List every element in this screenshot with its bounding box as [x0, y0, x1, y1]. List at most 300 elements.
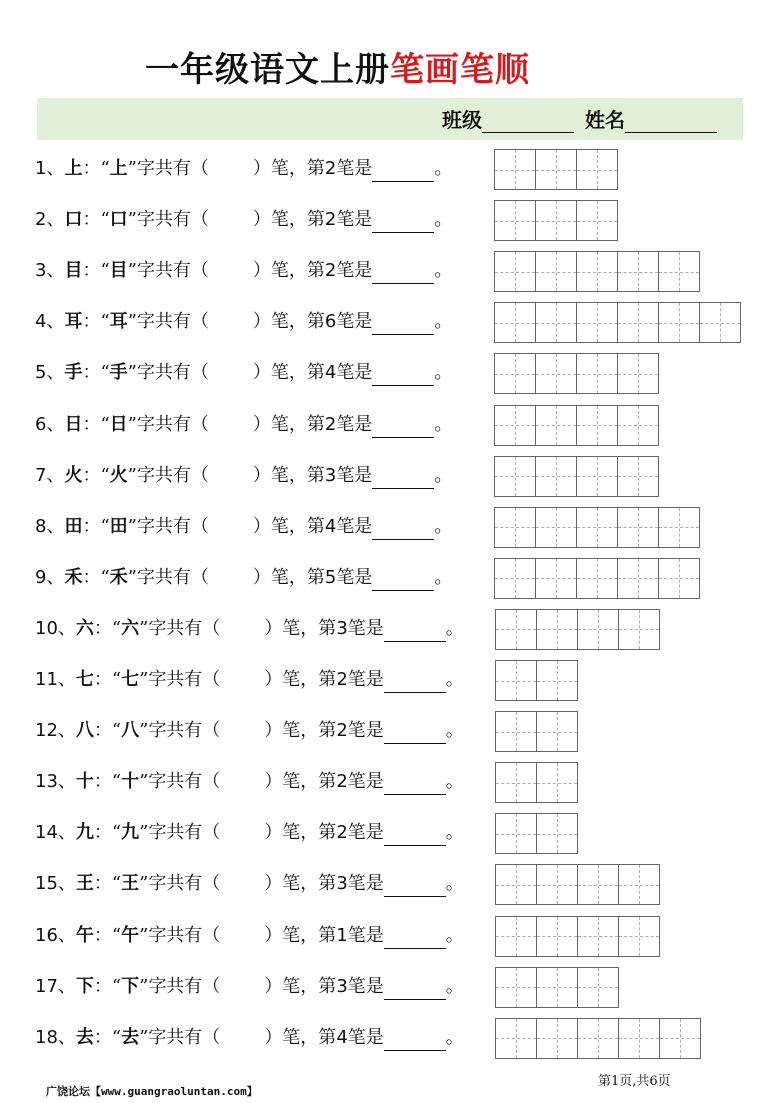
question-row: [0, 761, 780, 803]
stroke-tail: 笔是: [336, 311, 373, 333]
footer-source: 广饶论坛【www.guangraoluntan.com】: [46, 1085, 258, 1098]
question-text: [35, 506, 452, 548]
question-number: 9: [35, 566, 47, 588]
quoted-char: 手: [109, 362, 128, 384]
writing-grid: [494, 302, 741, 343]
number-separator: 、: [57, 822, 76, 844]
number-separator: 、: [57, 1026, 76, 1048]
stroke-order-prompt: ）笔，第: [264, 617, 337, 639]
stroke-tail: 笔是: [347, 720, 384, 742]
sentence-end: 。: [445, 873, 464, 895]
stroke-index: 4: [336, 1026, 348, 1048]
tianzige-cell[interactable]: [618, 456, 659, 497]
tianzige-cell[interactable]: [495, 405, 536, 446]
stroke-tail: 笔是: [336, 158, 373, 179]
writing-grid: [495, 660, 578, 701]
colon: ：: [93, 771, 112, 793]
stroke-index: 2: [336, 822, 348, 844]
sentence-end: 。: [445, 771, 464, 793]
tianzige-cell[interactable]: [537, 711, 578, 752]
open-quote: “: [111, 873, 122, 895]
stroke-tail: 笔是: [336, 464, 373, 486]
question-row: [0, 506, 780, 548]
quoted-char: 八: [121, 720, 140, 742]
sentence-end: 。: [445, 720, 464, 742]
stroke-count-prompt: 字共有（: [148, 720, 221, 742]
sentence-end: 。: [434, 515, 453, 537]
question-row: [0, 812, 780, 854]
question-char: 去: [75, 1026, 94, 1048]
question-text: [35, 966, 464, 1008]
tianzige-cell[interactable]: [578, 967, 619, 1008]
stroke-index: 2: [324, 260, 337, 282]
tianzige-cell[interactable]: [537, 864, 578, 905]
writing-grid: [494, 200, 618, 241]
question-number: 4: [35, 311, 47, 333]
stroke-index: 2: [324, 158, 337, 179]
writing-grid: [494, 149, 618, 190]
close-quote: ”: [139, 669, 149, 690]
tianzige-cell[interactable]: [577, 302, 618, 343]
tianzige-cell[interactable]: [577, 353, 618, 394]
question-text: [35, 1017, 464, 1059]
tianzige-cell[interactable]: [496, 711, 537, 752]
open-quote: “: [111, 617, 122, 639]
stroke-answer-blank[interactable]: [384, 971, 446, 1000]
stroke-answer-blank[interactable]: [384, 868, 446, 897]
close-quote: ”: [127, 311, 137, 333]
writing-grid: [494, 507, 700, 548]
stroke-answer-blank[interactable]: [372, 511, 434, 540]
question-text: [35, 557, 452, 599]
sentence-end: 。: [434, 566, 453, 588]
number-separator: 、: [46, 464, 65, 486]
quoted-char: 禾: [109, 566, 128, 588]
question-number: 7: [35, 464, 47, 486]
question-text: [35, 608, 464, 650]
question-char: 火: [64, 464, 83, 486]
question-char: 口: [64, 209, 83, 231]
question-row: [0, 966, 780, 1008]
open-quote: “: [111, 720, 122, 742]
tianzige-cell[interactable]: [536, 251, 577, 292]
stroke-order-prompt: ）笔，第: [252, 515, 325, 537]
colon: ：: [93, 975, 112, 997]
close-quote: ”: [139, 617, 149, 639]
stroke-answer-blank[interactable]: [372, 204, 434, 233]
stroke-answer-blank[interactable]: [384, 613, 446, 642]
close-quote: ”: [139, 975, 149, 997]
name-field[interactable]: [625, 110, 717, 133]
question-number: 17: [35, 975, 58, 997]
tianzige-cell[interactable]: [537, 660, 578, 701]
question-number: 13: [35, 771, 58, 793]
stroke-tail: 笔是: [336, 566, 373, 588]
tianzige-cell[interactable]: [578, 609, 619, 650]
question-row: [0, 1017, 780, 1059]
tianzige-cell[interactable]: [618, 353, 659, 394]
stroke-count-prompt: 字共有（: [136, 413, 209, 435]
tianzige-cell[interactable]: [659, 558, 700, 599]
open-quote: “: [100, 209, 110, 231]
sentence-end: 。: [445, 924, 464, 946]
stroke-answer-blank[interactable]: [384, 1022, 446, 1051]
question-char: 禾: [64, 566, 83, 588]
tianzige-cell[interactable]: [619, 1018, 660, 1059]
stroke-count-prompt: 字共有（: [136, 260, 209, 282]
title-main: 一年级语文上册: [145, 50, 390, 90]
writing-grid: [494, 456, 659, 497]
colon: ：: [93, 1026, 112, 1048]
stroke-count-prompt: 字共有（: [136, 158, 209, 179]
tianzige-cell[interactable]: [618, 558, 659, 599]
tianzige-cell[interactable]: [577, 251, 618, 292]
name-label: 姓名: [585, 108, 625, 132]
tianzige-cell[interactable]: [577, 405, 618, 446]
stroke-answer-blank[interactable]: [372, 306, 434, 335]
number-separator: 、: [46, 566, 65, 588]
close-quote: ”: [139, 720, 149, 742]
number-separator: 、: [57, 924, 76, 946]
stroke-index: 2: [324, 209, 337, 231]
colon: ：: [82, 260, 101, 282]
open-quote: “: [100, 311, 110, 333]
tianzige-cell[interactable]: [536, 200, 577, 241]
open-quote: “: [111, 771, 122, 793]
tianzige-cell[interactable]: [496, 967, 537, 1008]
stroke-tail: 笔是: [336, 515, 373, 537]
writing-grid: [495, 609, 660, 650]
sentence-end: 。: [434, 311, 453, 333]
stroke-answer-blank[interactable]: [372, 562, 434, 591]
tianzige-cell[interactable]: [496, 762, 537, 803]
writing-grid: [494, 251, 700, 292]
open-quote: “: [111, 669, 122, 690]
number-separator: 、: [46, 311, 65, 333]
number-separator: 、: [46, 413, 65, 435]
stroke-count-prompt: 字共有（: [148, 873, 221, 895]
question-number: 5: [35, 362, 47, 384]
stroke-order-prompt: ）笔，第: [264, 822, 337, 844]
close-quote: ”: [139, 1026, 149, 1048]
page-title: [145, 42, 530, 91]
stroke-tail: 笔是: [347, 617, 384, 639]
tianzige-cell[interactable]: [660, 1018, 701, 1059]
question-number: 18: [35, 1026, 58, 1048]
question-number: 2: [35, 209, 47, 231]
tianzige-cell[interactable]: [536, 405, 577, 446]
stroke-answer-blank[interactable]: [384, 817, 446, 846]
question-number: 8: [35, 515, 47, 537]
stroke-tail: 笔是: [336, 209, 373, 231]
question-char: 王: [75, 873, 94, 895]
tianzige-cell[interactable]: [496, 864, 537, 905]
colon: ：: [82, 413, 101, 435]
number-separator: 、: [57, 975, 76, 997]
open-quote: “: [100, 515, 110, 537]
question-number: 12: [35, 720, 58, 742]
stroke-answer-blank[interactable]: [384, 715, 446, 744]
question-text: [35, 812, 464, 854]
close-quote: ”: [139, 924, 149, 946]
stroke-index: 3: [336, 975, 348, 997]
writing-grid: [495, 762, 578, 803]
close-quote: ”: [127, 362, 137, 384]
tianzige-cell[interactable]: [619, 916, 660, 957]
tianzige-cell[interactable]: [496, 813, 537, 854]
sentence-end: 。: [434, 464, 453, 486]
stroke-index: 2: [336, 771, 348, 793]
tianzige-cell[interactable]: [659, 507, 700, 548]
question-char: 耳: [64, 311, 83, 333]
stroke-answer-blank[interactable]: [384, 766, 446, 795]
colon: ：: [82, 311, 101, 333]
number-separator: 、: [57, 617, 76, 639]
tianzige-cell[interactable]: [536, 558, 577, 599]
stroke-count-prompt: 字共有（: [148, 617, 221, 639]
stroke-count-prompt: 字共有（: [148, 822, 221, 844]
stroke-count-prompt: 字共有（: [148, 975, 221, 997]
tianzige-cell[interactable]: [619, 864, 660, 905]
stroke-index: 4: [324, 362, 337, 384]
tianzige-cell[interactable]: [618, 302, 659, 343]
close-quote: ”: [127, 413, 137, 435]
tianzige-cell[interactable]: [577, 558, 618, 599]
open-quote: “: [111, 1026, 122, 1048]
question-char: 九: [75, 822, 94, 844]
stroke-index: 1: [336, 924, 348, 946]
question-char: 七: [75, 669, 94, 690]
question-number: 15: [35, 873, 58, 895]
colon: ：: [82, 464, 101, 486]
tianzige-cell[interactable]: [577, 200, 618, 241]
question-row: [0, 455, 780, 497]
stroke-tail: 笔是: [336, 260, 373, 282]
student-info-bar: [37, 98, 743, 140]
stroke-answer-blank[interactable]: [372, 255, 434, 284]
question-row: [0, 404, 780, 446]
question-text: [35, 915, 464, 957]
tianzige-cell[interactable]: [659, 251, 700, 292]
tianzige-cell[interactable]: [618, 507, 659, 548]
writing-grid: [494, 558, 700, 599]
colon: ：: [82, 362, 101, 384]
stroke-answer-blank[interactable]: [384, 920, 446, 949]
tianzige-cell[interactable]: [496, 609, 537, 650]
tianzige-cell[interactable]: [496, 660, 537, 701]
tianzige-cell[interactable]: [537, 1018, 578, 1059]
question-char: 上: [64, 158, 83, 179]
question-number: 1: [35, 158, 47, 179]
colon: ：: [93, 822, 112, 844]
stroke-index: 2: [336, 720, 348, 742]
stroke-index: 3: [324, 464, 337, 486]
stroke-tail: 笔是: [347, 873, 384, 895]
question-text: [35, 250, 452, 292]
colon: ：: [82, 209, 101, 231]
tianzige-cell[interactable]: [495, 149, 536, 190]
stroke-answer-blank[interactable]: [372, 460, 434, 489]
close-quote: ”: [139, 873, 149, 895]
writing-grid: [495, 711, 578, 752]
number-separator: 、: [57, 771, 76, 793]
tianzige-cell[interactable]: [536, 353, 577, 394]
stroke-index: 2: [336, 669, 348, 690]
stroke-count-prompt: 字共有（: [136, 311, 209, 333]
question-char: 日: [64, 413, 83, 435]
stroke-tail: 笔是: [347, 924, 384, 946]
stroke-answer-blank[interactable]: [372, 409, 434, 438]
quoted-char: 六: [121, 617, 140, 639]
close-quote: ”: [127, 566, 137, 588]
colon: ：: [82, 515, 101, 537]
stroke-tail: 笔是: [347, 1026, 384, 1048]
tianzige-cell[interactable]: [537, 967, 578, 1008]
stroke-count-prompt: 字共有（: [136, 209, 209, 231]
open-quote: “: [100, 260, 110, 282]
stroke-index: 4: [324, 515, 337, 537]
question-text: [35, 761, 464, 803]
tianzige-cell[interactable]: [495, 353, 536, 394]
stroke-answer-blank[interactable]: [372, 357, 434, 386]
writing-grid: [495, 967, 619, 1008]
tianzige-cell[interactable]: [495, 200, 536, 241]
tianzige-cell[interactable]: [619, 609, 660, 650]
open-quote: “: [111, 975, 122, 997]
class-field[interactable]: [482, 110, 574, 133]
tianzige-cell[interactable]: [495, 558, 536, 599]
open-quote: “: [100, 413, 110, 435]
question-row: [0, 659, 780, 701]
stroke-index: 3: [336, 873, 348, 895]
tianzige-cell[interactable]: [577, 507, 618, 548]
stroke-order-prompt: ）笔，第: [252, 158, 325, 179]
tianzige-cell[interactable]: [496, 916, 537, 957]
tianzige-cell[interactable]: [618, 251, 659, 292]
tianzige-cell[interactable]: [578, 1018, 619, 1059]
tianzige-cell[interactable]: [537, 813, 578, 854]
stroke-answer-blank[interactable]: [384, 664, 446, 693]
open-quote: “: [111, 924, 122, 946]
tianzige-cell[interactable]: [536, 507, 577, 548]
sentence-end: 。: [434, 413, 453, 435]
quoted-char: 田: [109, 515, 128, 537]
question-text: [35, 352, 452, 394]
tianzige-cell[interactable]: [495, 251, 536, 292]
stroke-tail: 笔是: [347, 771, 384, 793]
colon: ：: [93, 720, 112, 742]
stroke-answer-blank[interactable]: [372, 153, 434, 182]
tianzige-cell[interactable]: [536, 149, 577, 190]
class-label: 班级: [442, 108, 483, 132]
tianzige-cell[interactable]: [577, 149, 618, 190]
stroke-count-prompt: 字共有（: [148, 1026, 221, 1048]
question-row: [0, 863, 780, 905]
tianzige-cell[interactable]: [618, 405, 659, 446]
stroke-order-prompt: ）笔，第: [252, 260, 325, 282]
question-char: 目: [64, 260, 83, 282]
tianzige-cell[interactable]: [537, 762, 578, 803]
stroke-order-prompt: ）笔，第: [252, 566, 325, 588]
question-row: [0, 915, 780, 957]
close-quote: ”: [127, 515, 137, 537]
stroke-order-prompt: ）笔，第: [264, 924, 337, 946]
stroke-count-prompt: 字共有（: [136, 464, 209, 486]
number-separator: 、: [57, 720, 76, 742]
question-row: [0, 352, 780, 394]
sentence-end: 。: [434, 260, 453, 282]
number-separator: 、: [46, 158, 65, 179]
stroke-index: 3: [336, 617, 348, 639]
question-number: 6: [35, 413, 47, 435]
tianzige-cell[interactable]: [495, 456, 536, 497]
sentence-end: 。: [445, 669, 464, 690]
question-char: 六: [75, 617, 94, 639]
question-char: 午: [75, 924, 94, 946]
stroke-count-prompt: 字共有（: [148, 924, 221, 946]
colon: ：: [93, 924, 112, 946]
stroke-count-prompt: 字共有（: [148, 771, 221, 793]
sentence-end: 。: [445, 1026, 464, 1048]
quoted-char: 耳: [109, 311, 128, 333]
tianzige-cell[interactable]: [577, 456, 618, 497]
question-number: 3: [35, 260, 47, 282]
question-char: 田: [64, 515, 83, 537]
close-quote: ”: [127, 209, 137, 231]
stroke-count-prompt: 字共有（: [136, 566, 209, 588]
number-separator: 、: [57, 669, 76, 690]
tianzige-cell[interactable]: [536, 302, 577, 343]
question-text: [35, 710, 464, 752]
quoted-char: 上: [109, 158, 128, 179]
writing-grid: [495, 864, 660, 905]
writing-grid: [495, 916, 660, 957]
quoted-char: 十: [121, 771, 140, 793]
question-char: 八: [75, 720, 94, 742]
tianzige-cell[interactable]: [536, 456, 577, 497]
close-quote: ”: [127, 260, 137, 282]
stroke-tail: 笔是: [336, 413, 373, 435]
number-separator: 、: [46, 515, 65, 537]
tianzige-cell[interactable]: [700, 302, 741, 343]
tianzige-cell[interactable]: [495, 302, 536, 343]
stroke-order-prompt: ）笔，第: [264, 669, 337, 690]
number-separator: 、: [46, 260, 65, 282]
tianzige-cell[interactable]: [496, 1018, 537, 1059]
question-row: [0, 710, 780, 752]
stroke-order-prompt: ）笔，第: [264, 1026, 337, 1048]
sentence-end: 。: [434, 158, 453, 179]
quoted-char: 午: [121, 924, 140, 946]
question-text: [35, 199, 452, 241]
stroke-order-prompt: ）笔，第: [252, 413, 325, 435]
tianzige-cell[interactable]: [659, 302, 700, 343]
tianzige-cell[interactable]: [578, 864, 619, 905]
tianzige-cell[interactable]: [537, 609, 578, 650]
tianzige-cell[interactable]: [537, 916, 578, 957]
stroke-order-prompt: ）笔，第: [252, 311, 325, 333]
tianzige-cell[interactable]: [495, 507, 536, 548]
stroke-tail: 笔是: [347, 669, 384, 690]
writing-grid: [494, 353, 659, 394]
stroke-tail: 笔是: [336, 362, 373, 384]
question-text: [35, 455, 452, 497]
tianzige-cell[interactable]: [578, 916, 619, 957]
stroke-order-prompt: ）笔，第: [264, 720, 337, 742]
question-text: [35, 148, 452, 190]
quoted-char: 日: [109, 413, 128, 435]
stroke-tail: 笔是: [347, 975, 384, 997]
